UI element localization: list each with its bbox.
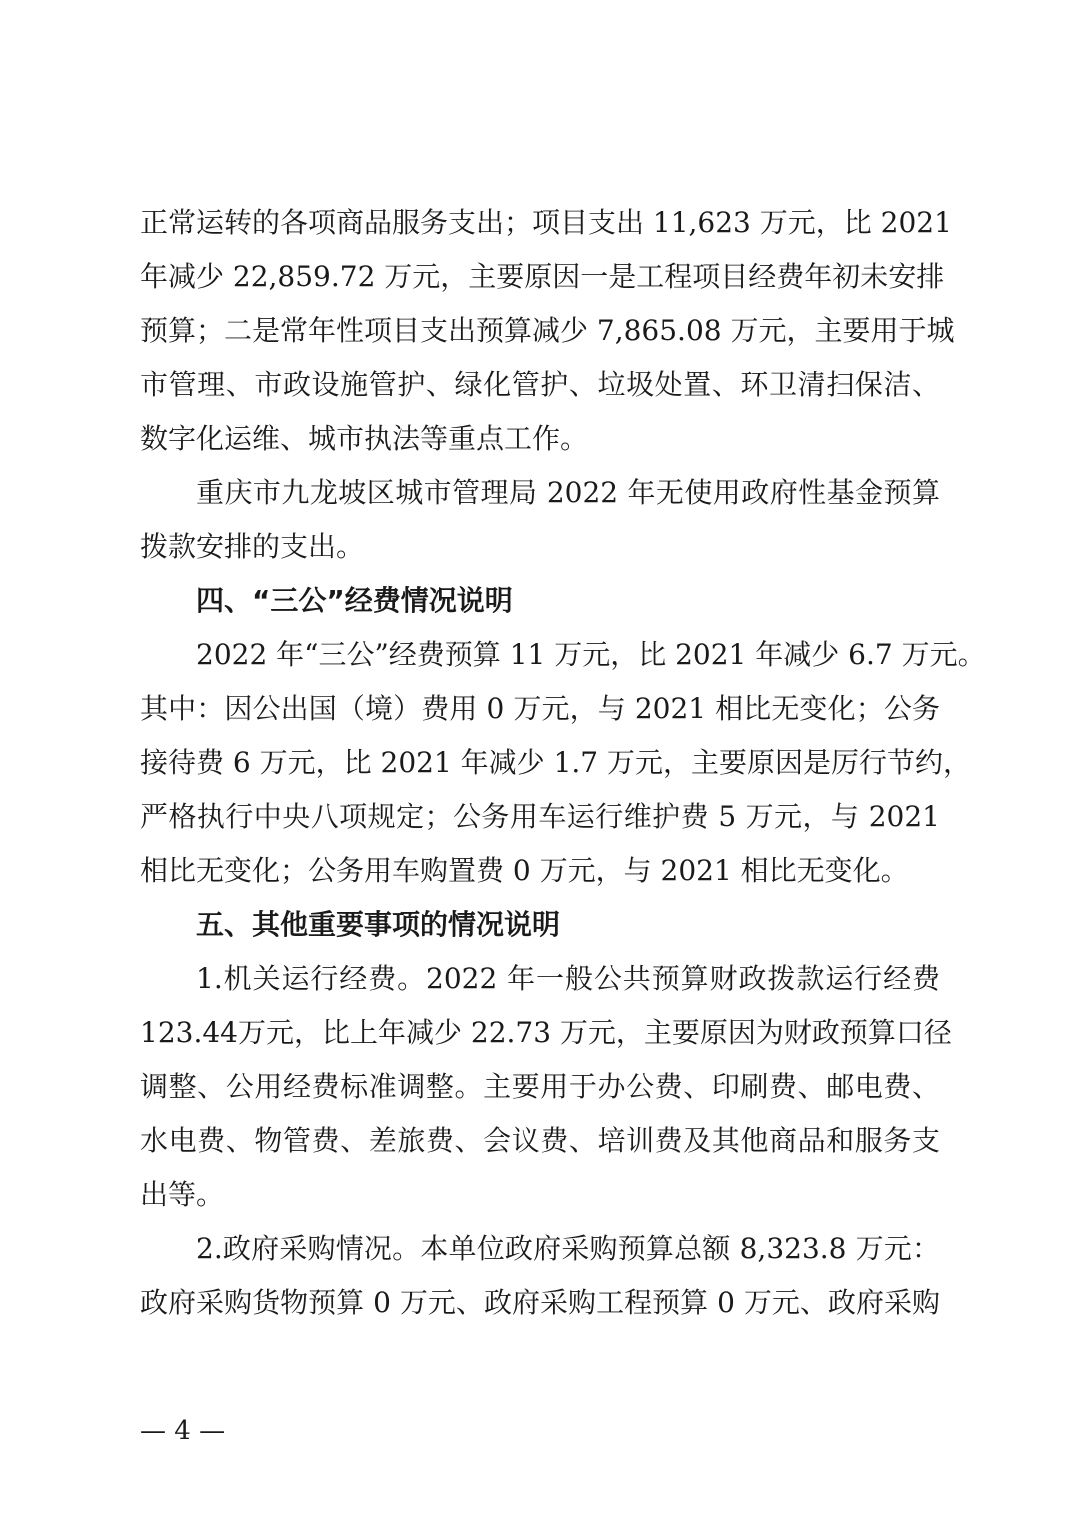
paragraph-government-procurement: [140, 1222, 940, 1330]
text-line: 其中：因公出国（境）费用 0 万元，与 2021 相比无变化；公务: [140, 692, 940, 725]
text-line: 调整、公用经费标准调整。主要用于办公费、印刷费、邮电费、: [140, 1070, 940, 1103]
section-heading: 五、其他重要事项的情况说明: [196, 908, 561, 941]
text-line: 123.44万元，比上年减少 22.73 万元，主要原因为财政预算口径: [140, 1016, 952, 1049]
text-line: 市管理、市政设施管护、绿化管护、垃圾处置、环卫清扫保洁、: [140, 368, 940, 401]
paragraph-three-public-expenses: [140, 628, 986, 898]
text-line: 出等。: [140, 1178, 225, 1211]
text-line: 正常运转的各项商品服务支出；项目支出 11,623 万元，比 2021: [140, 206, 952, 239]
text-line: 水电费、物管费、差旅费、会议费、培训费及其他商品和服务支: [140, 1124, 940, 1157]
text-line: 相比无变化；公务用车购置费 0 万元，与 2021 相比无变化。: [140, 854, 909, 887]
text-line: 1.机关运行经费。2022 年一般公共预算财政拨款运行经费: [196, 962, 940, 995]
text-line: 政府采购货物预算 0 万元、政府采购工程预算 0 万元、政府采购: [140, 1286, 940, 1319]
page-number: — 4 —: [140, 1416, 226, 1446]
text-line: 2022 年“三公”经费预算 11 万元，比 2021 年减少 6.7 万元。: [196, 638, 986, 671]
document-body: [140, 196, 986, 1330]
text-line: 数字化运维、城市执法等重点工作。: [140, 422, 589, 455]
text-line: 预算；二是常年性项目支出预算减少 7,865.08 万元，主要用于城: [140, 314, 955, 347]
section-heading-other-matters: [140, 898, 940, 952]
paragraph-operating-expenses: [140, 952, 952, 1222]
text-line: 重庆市九龙坡区城市管理局 2022 年无使用政府性基金预算: [196, 476, 940, 509]
section-heading: 四、“三公”经费情况说明: [196, 584, 513, 617]
text-line: 拨款安排的支出。: [140, 530, 365, 563]
text-line: 严格执行中央八项规定；公务用车运行维护费 5 万元，与 2021: [140, 800, 940, 833]
paragraph-project-expenditure: [140, 196, 955, 466]
text-line: 年减少 22,859.72 万元，主要原因一是工程项目经费年初未安排: [140, 260, 945, 293]
text-line: 2.政府采购情况。本单位政府采购预算总额 8,323.8 万元：: [196, 1232, 940, 1265]
text-line: 接待费 6 万元，比 2021 年减少 1.7 万元，主要原因是厉行节约，: [140, 746, 972, 779]
paragraph-government-fund: [140, 466, 940, 574]
section-heading-three-public: [140, 574, 940, 628]
